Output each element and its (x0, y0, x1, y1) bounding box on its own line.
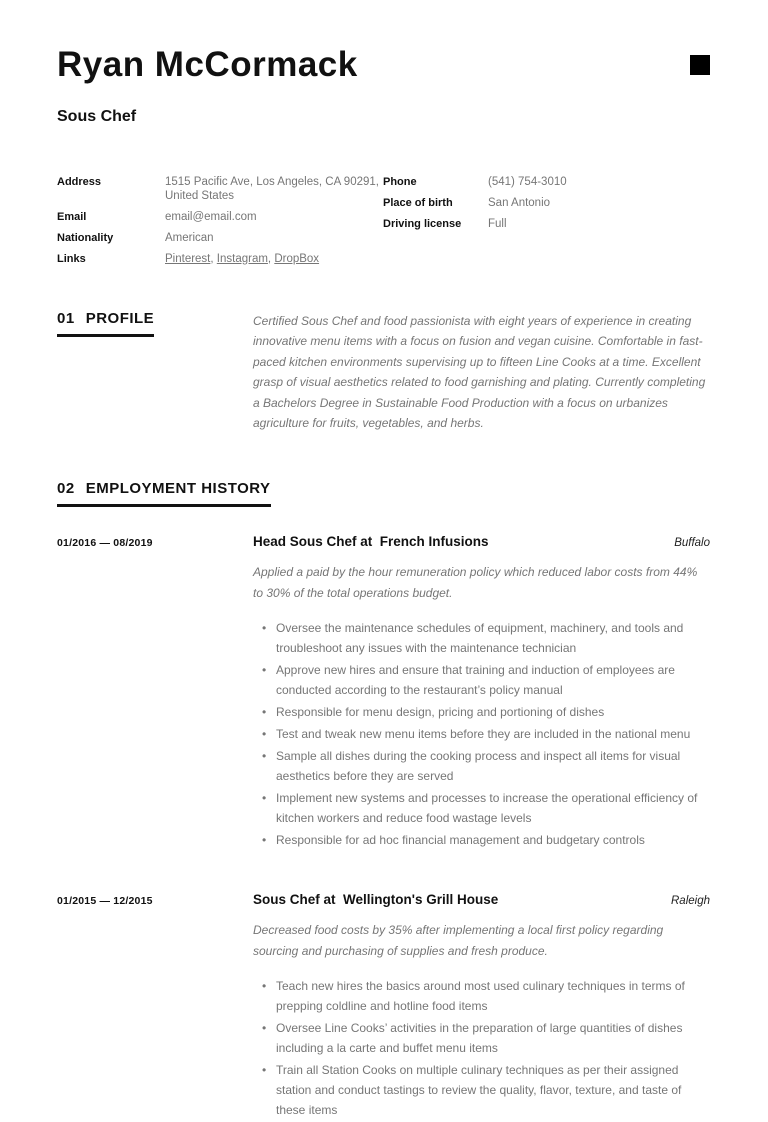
employment-section-title: EMPLOYMENT HISTORY (85, 479, 271, 497)
list-item: • Oversee Line Cooks’ activities in the preparation of large quantities of dishes including a la carte and buffet menu items (276, 1018, 710, 1058)
list-item: • Sample all dishes during the cooking process and inspect all items for visual aesthetics before they are served (276, 746, 710, 786)
list-item: • Train all Station Cooks on multiple culinary techniques as per their assigned station and conduct tastings to review the quality, flavor, texture, and taste of these items (276, 1060, 710, 1120)
list-item: • Responsible for ad hoc financial management and budgetary controls (276, 830, 710, 850)
employment-heading (57, 480, 271, 507)
phone-value: (541) 754-3010 (488, 175, 567, 188)
place-of-birth-label: Place of birth (383, 196, 453, 209)
job-entry-french-infusions (57, 534, 710, 852)
profile-section-number: 01 (57, 309, 75, 327)
page-title: Ryan McCormack (57, 45, 358, 84)
section-profile (57, 310, 710, 434)
instagram-link[interactable]: Instagram (216, 252, 268, 265)
job2-header (253, 892, 710, 907)
links-value (165, 252, 383, 266)
job1-header (253, 534, 710, 549)
section-employment-history (57, 480, 710, 1122)
job1-main (253, 534, 710, 852)
contact-column-right (383, 175, 710, 266)
links-label: Links (57, 252, 86, 265)
list-item: • Oversee the maintenance schedules of equipment, machinery, and tools and troubleshoot any issues with the maintenance technician (276, 618, 710, 658)
job1-location: Buffalo (674, 536, 710, 549)
header (57, 46, 710, 126)
list-item: • Test and tweak new menu items before they are included in the national menu (276, 724, 710, 744)
email-value: email@email.com (165, 210, 257, 223)
employment-section-number: 02 (57, 479, 75, 497)
list-item: • Teach new hires the basics around most used culinary techniques in terms of prepping coldline and hotline food items (276, 976, 710, 1016)
nationality-label: Nationality (57, 231, 114, 244)
job1-bullet-list (253, 618, 710, 850)
nationality-value: American (165, 231, 214, 244)
job2-title: Sous Chef at Wellington's Grill House (253, 891, 499, 907)
address-value: 1515 Pacific Ave, Los Angeles, CA 90291, United States (165, 175, 379, 202)
driving-license-value: Full (488, 217, 507, 230)
profile-text: Certified Sous Chef and food passionista with eight years of experience in creating innovative menu items with a focus on fusion and vegan cuisine. Comfortable in fast-paced kitchen environments supervising up to fifteen Line Cooks at a time. Excellent grasp of visual aesthetics related to food garnishing and plating. Currently completing a Bachelors Degree in Sustainable Food Production with a focus on urbanizes agriculture for fruits, vegetables, and herbs. (253, 313, 706, 430)
phone-label: Phone (383, 175, 417, 188)
list-item: • Approve new hires and ensure that training and induction of employees are conducted according to the restaurant’s policy manual (276, 660, 710, 700)
link-separator: , (267, 252, 275, 265)
job2-bullet-list (253, 976, 710, 1120)
profile-heading (57, 310, 154, 337)
job2-main (253, 892, 710, 1122)
contact-column-left (57, 175, 383, 266)
list-item: • Implement new systems and processes to increase the operational efficiency of kitchen workers and reduce food wastage levels (276, 788, 710, 828)
job1-dates: 01/2016 — 08/2019 (57, 536, 153, 549)
link-separator: , (210, 252, 217, 265)
pinterest-link[interactable]: Pinterest (165, 252, 211, 265)
job2-summary: Decreased food costs by 35% after implementing a local first policy regarding sourcing and purchasing of supplies and fresh produce. (253, 922, 664, 958)
driving-license-label: Driving license (383, 217, 462, 230)
dropbox-link[interactable]: DropBox (274, 252, 320, 265)
job1-title: Head Sous Chef at French Infusions (253, 533, 489, 549)
job-entry-wellingtons-grill-house (57, 892, 710, 1122)
profile-section-title: PROFILE (85, 309, 155, 327)
place-of-birth-value: San Antonio (488, 196, 551, 209)
address-label: Address (57, 175, 102, 188)
job-role-subtitle: Sous Chef (57, 107, 137, 125)
job2-location: Raleigh (671, 894, 710, 907)
accent-square-icon (690, 55, 710, 75)
list-item: • Responsible for menu design, pricing and portioning of dishes (276, 702, 710, 722)
profile-heading-cell (57, 310, 253, 434)
job2-dates: 01/2015 — 12/2015 (57, 894, 153, 907)
email-label: Email (57, 210, 87, 223)
contact-details (57, 175, 710, 266)
job1-summary: Applied a paid by the hour remuneration policy which reduced labor costs from 44% to 30% of the total operations budget. (253, 564, 698, 600)
